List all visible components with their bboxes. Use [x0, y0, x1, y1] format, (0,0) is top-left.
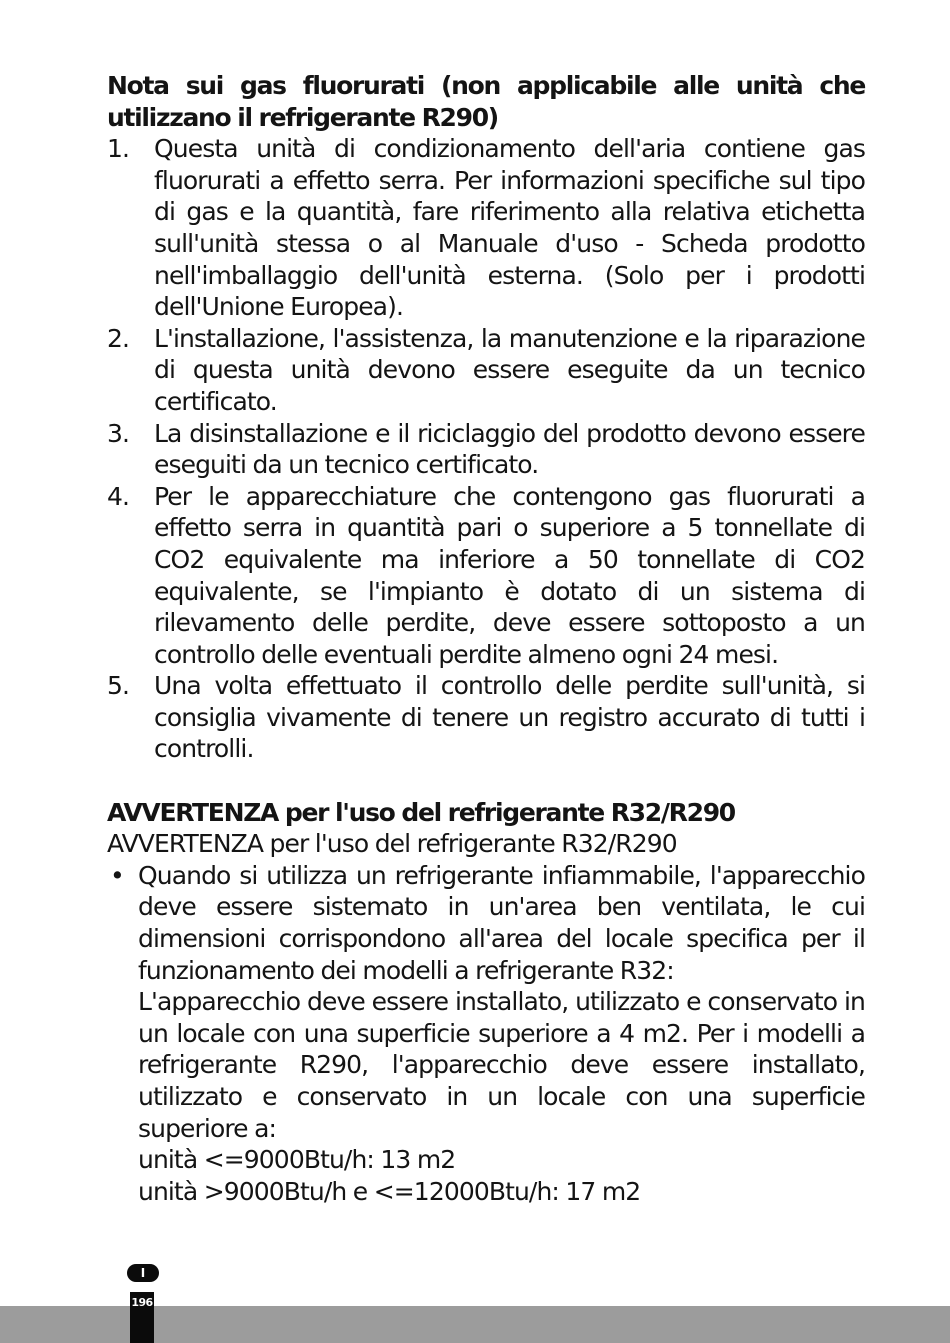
room-area-requirement: unità <=9000Btu/h: 13 m2 — [138, 1145, 456, 1175]
list-item — [107, 133, 865, 323]
item-text: Questa unità di condizionamento dell'aria contiene gas fluorurati a effetto serra. Per informazioni specifiche sul tipo di gas e la quantità, fare riferimento alla relativa etichetta sull'unità stessa o al Manuale d'uso - Scheda prodotto nell'imballaggio dell'unità esterna. (Solo per i prodotti dell'Unione Europea). — [154, 134, 865, 322]
list-item — [107, 860, 865, 1208]
item-number: 2. — [107, 323, 130, 353]
list-item — [107, 418, 865, 481]
room-area-requirement: unità >9000Btu/h e <=12000Btu/h: 17 m2 — [138, 1176, 641, 1206]
list-item — [107, 670, 865, 765]
list-item — [107, 481, 865, 671]
bullet-icon: • — [110, 860, 124, 890]
bullet-paragraph: Quando si utilizza un refrigerante infiammabile, l'apparecchio deve essere sistemato in un'area ben ventilata, le cui dimensioni corrispondono all'area del locale specifica per il funzionamento dei modelli a refrigerante R32: — [138, 860, 865, 985]
section-subheading-refrigerant-warning: AVVERTENZA per l'uso del refrigerante R32/R290 — [107, 829, 677, 859]
section-spacer — [107, 765, 865, 797]
item-number: 4. — [107, 481, 130, 511]
item-text: La disinstallazione e il riciclaggio del prodotto devono essere eseguiti da un tecnico certificato. — [154, 418, 865, 480]
refrigerant-warning-list — [107, 860, 865, 1208]
fluorinated-gases-list — [107, 133, 865, 765]
language-badge: I — [127, 1264, 159, 1282]
item-text: Una volta effettuato il controllo delle perdite sull'unità, si consiglia vivamente di tenere un registro accurato di tutti i controlli. — [154, 671, 865, 764]
section-heading-refrigerant-warning: AVVERTENZA per l'uso del refrigerante R32/R290 — [107, 797, 735, 827]
item-number: 5. — [107, 671, 130, 701]
list-item — [107, 323, 865, 418]
bullet-paragraph: L'apparecchio deve essere installato, utilizzato e conservato in un locale con una superficie superiore a 4 m2. Per i modelli a refrigerante R290, l'apparecchio deve essere installato, utilizzato e conservato in un locale con una superficie superiore a: — [138, 987, 865, 1143]
document-body — [107, 70, 865, 1207]
item-number: 3. — [107, 418, 130, 448]
section-heading-fluorinated-gases: Nota sui gas fluorurati (non applicabile alle unità che utilizzano il refrigerante R290) — [107, 71, 865, 132]
item-text: L'installazione, l'assistenza, la manutenzione e la riparazione di questa unità devono essere eseguite da un tecnico certificato. — [154, 323, 865, 416]
item-text: Per le apparecchiature che contengono gas fluorurati a effetto serra in quantità pari o superiore a 5 tonnellate di CO2 equivalente ma inferiore a 50 tonnellate di CO2 equivalente, se l'impianto è dotato di un sistema di rilevamento delle perdite, deve essere sottoposto a un controllo delle eventuali perdite almeno ogni 24 mesi. — [154, 481, 865, 669]
page-number: 196 — [131, 1296, 153, 1309]
item-number: 1. — [107, 134, 130, 164]
